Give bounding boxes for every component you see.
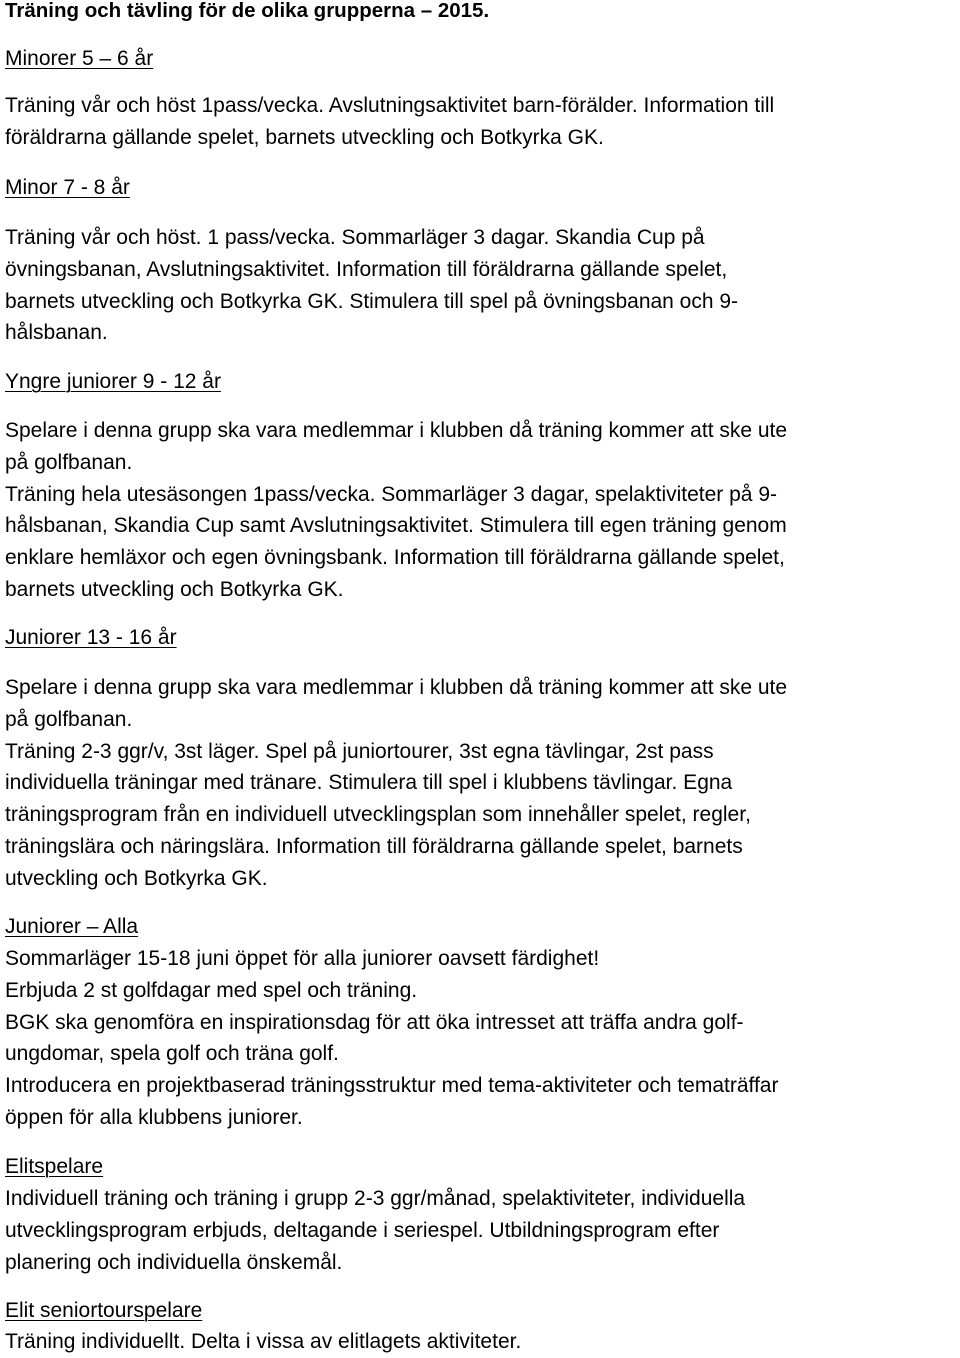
text-line: hålsbanan. xyxy=(5,321,108,345)
document-title: Träning och tävling för de olika grupperna – 2015. xyxy=(5,0,490,22)
section-body-minorer-5-6 xyxy=(5,90,960,154)
text-line: träningsprogram från en individuell utvecklingsplan som innehåller spelet, regler, xyxy=(5,803,751,827)
text-line: Erbjuda 2 st golfdagar med spel och träning. xyxy=(5,978,418,1002)
text-line: Introducera en projektbaserad träningsstruktur med tema-aktiviteter och tematräffar xyxy=(5,1074,779,1098)
text-line: Träning vår och höst 1pass/vecka. Avslutningsaktivitet barn-förälder. Information till xyxy=(5,94,775,117)
section-body-elit-seniortourspelare xyxy=(5,1326,960,1358)
section-body-juniorer-13-16 xyxy=(5,672,960,895)
text-line: utveckling och Botkyrka GK. xyxy=(5,866,268,890)
text-line: föräldrarna gällande spelet, barnets utveckling och Botkyrka GK. xyxy=(5,125,604,149)
text-line: planering och individuella önskemål. xyxy=(5,1250,343,1274)
text-line: BGK ska genomföra en inspirationsdag för att öka intresset att träffa andra golf- xyxy=(5,1010,744,1034)
section-heading-minorer-5-6: Minorer 5 – 6 år xyxy=(5,47,154,70)
text-line: Spelare i denna grupp ska vara medlemmar i klubben då träning kommer att ske ute xyxy=(5,419,788,442)
text-line: Individuell träning och träning i grupp 2-3 ggr/månad, spelaktiviteter, individuella xyxy=(5,1187,746,1210)
text-line: övningsbanan, Avslutningsaktivitet. Information till föräldrarna gällande spelet, xyxy=(5,257,728,281)
text-line: på golfbanan. xyxy=(5,707,133,731)
text-line: individuella träningar med tränare. Stimulera till spel i klubbens tävlingar. Egna xyxy=(5,771,733,795)
text-line: ungdomar, spela golf och träna golf. xyxy=(5,1042,339,1066)
text-line: hålsbanan, Skandia Cup samt Avslutningsaktivitet. Stimulera till egen träning genom xyxy=(5,514,787,538)
section-heading-yngre-juniorer: Yngre juniorer 9 - 12 år xyxy=(5,370,221,393)
section-heading-minor-7-8: Minor 7 - 8 år xyxy=(5,176,130,199)
section-body-elitspelare xyxy=(5,1183,960,1278)
text-line: barnets utveckling och Botkyrka GK. xyxy=(5,577,344,601)
section-body-minor-7-8 xyxy=(5,222,960,349)
text-line: barnets utveckling och Botkyrka GK. Stimulera till spel på övningsbanan och 9- xyxy=(5,289,739,313)
text-line: öppen för alla klubbens juniorer. xyxy=(5,1105,303,1129)
text-line: på golfbanan. xyxy=(5,450,133,474)
text-line: enklare hemläxor och egen övningsbank. Information till föräldrarna gällande spelet, xyxy=(5,546,785,570)
section-heading-juniorer-alla: Juniorer – Alla xyxy=(5,915,139,938)
section-heading-juniorer-13-16: Juniorer 13 - 16 år xyxy=(5,626,177,649)
text-line: Sommarläger 15-18 juni öppet för alla juniorer oavsett färdighet! xyxy=(5,947,600,970)
text-line: utvecklingsprogram erbjuds, deltagande i seriespel. Utbildningsprogram efter xyxy=(5,1218,720,1242)
text-line: Träning hela utesäsongen 1pass/vecka. Sommarläger 3 dagar, spelaktiviteter på 9- xyxy=(5,482,777,506)
text-line: Träning vår och höst. 1 pass/vecka. Sommarläger 3 dagar. Skandia Cup på xyxy=(5,226,705,249)
text-line: Spelare i denna grupp ska vara medlemmar i klubben då träning kommer att ske ute xyxy=(5,676,788,699)
section-body-yngre-juniorer xyxy=(5,415,960,606)
text-line: Träning 2-3 ggr/v, 3st läger. Spel på juniortourer, 3st egna tävlingar, 2st pass xyxy=(5,739,714,763)
text-line: Träning individuellt. Delta i vissa av elitlagets aktiviteter. xyxy=(5,1330,522,1353)
section-heading-elitspelare: Elitspelare xyxy=(5,1155,104,1178)
section-body-juniorer-alla xyxy=(5,943,960,1134)
text-line: träningslära och näringslära. Information till föräldrarna gällande spelet, barnets xyxy=(5,834,743,858)
section-heading-elit-seniortourspelare: Elit seniortourspelare xyxy=(5,1299,203,1322)
